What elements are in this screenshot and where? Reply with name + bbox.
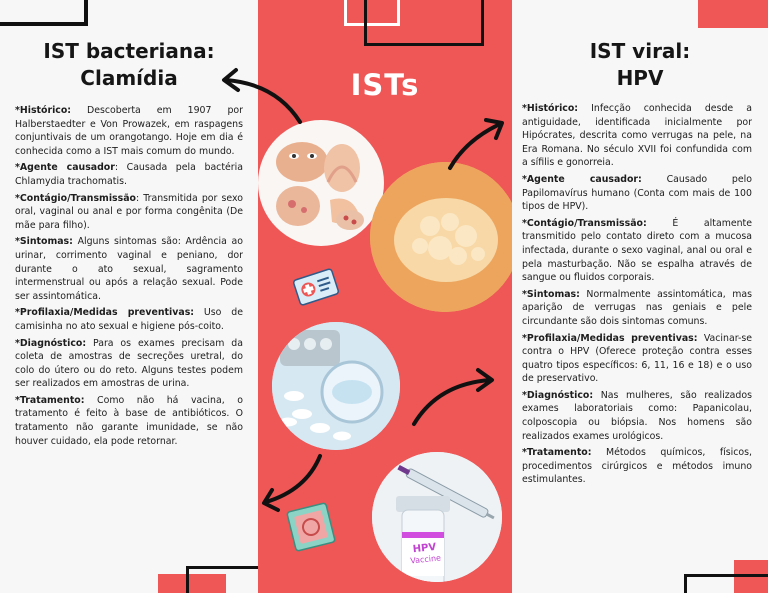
section-tratamento: *Tratamento: Como não há vacina, o tratamento é feito à base de antibióticos. O tratamento não garante imunidade, se não houver cuidado, ela pode retornar.	[15, 394, 243, 447]
heading-line-2: HPV	[616, 66, 664, 90]
section-sintomas: *Sintomas: Alguns sintomas são: Ardência ao urinar, corrimento vaginal e peniano, dor durante o ato sexual, sagramento intermenstrual ou após a relação sexual. Pode ser assintomática.	[15, 236, 243, 302]
chlamydia-details	[15, 104, 243, 451]
section-contagio: *Contágio/Transmissão: Transmitida por sexo oral, vaginal ou anal e por forma congênita (De mãe para filho).	[15, 192, 243, 231]
heading-hpv	[512, 38, 768, 92]
condom-packet-icon	[286, 502, 336, 552]
right-panel-hpv	[512, 0, 768, 593]
pills-photo	[272, 322, 400, 450]
section-profilaxia: *Profilaxia/Medidas preventivas: Vacinar-se contra o HPV (Oferece proteção contra esses quatro tipos específicos: 6, 11, 16 e 18) e o uso de preservativo.	[522, 332, 752, 385]
section-agente-causador: *Agente causador: Causada pela bactéria Chlamydia trachomatis.	[15, 162, 243, 187]
section-tratamento: *Tratamento: Métodos químicos, físicos, procedimentos cirúrgicos e métodos imuno estimulantes.	[522, 447, 752, 486]
vial-label-vaccine: Vaccine	[409, 553, 442, 566]
section-historico: *Histórico: Descoberta em 1907 por Halberstaedter e Von Prowazek, em raspagens conjuntivais de um orangotango. Hoje em dia é conhecida como a IST mais comum do mundo.	[15, 105, 243, 157]
corner-frame-decoration	[186, 566, 258, 593]
corner-frame-decoration	[684, 574, 768, 593]
section-sintomas: *Sintomas: Normalmente assintomática, mas aparição de verrugas nas geniais e pele circundante são dois sintomas comuns.	[522, 288, 752, 327]
section-diagnostico: *Diagnóstico: Nas mulheres, são realizados exames laboratoriais como: Papanicolau, colposcopia ou biópsia. Nos homens são realizados exames urológicos.	[522, 389, 752, 442]
anatomy-illustration	[258, 120, 384, 246]
anatomy-illustration-circle	[258, 120, 384, 246]
section-diagnostico: *Diagnóstico: Para os exames precisam da coleta de amostras de secreções uretral, do colo do útero ou do reto. Alguns testes podem ser realizados em amostras de urina.	[15, 337, 243, 390]
left-panel-chlamydia	[0, 0, 258, 593]
vial-label	[401, 540, 449, 568]
virus-closeup-circle	[370, 162, 512, 312]
vial-label-hpv: HPV	[412, 541, 437, 556]
middle-panel	[258, 0, 512, 593]
section-profilaxia: *Profilaxia/Medidas preventivas: Uso de camisinha no ato sexual e higiene pós-coito.	[15, 307, 243, 332]
corner-frame-decoration	[364, 0, 484, 46]
heading-chlamydia	[0, 38, 258, 92]
section-historico: *Histórico: Infecção conhecida desde a antiguidade, identificada inicialmente por Hipócrates, descrita como verrugas na pele, na Era Romana. No século XVII foi confundida com a sífilis e gonorreia.	[522, 103, 752, 169]
hpv-details	[522, 102, 752, 490]
section-agente-causador: *Agente causador: Causado pelo Papilomavírus humano (Conta com mais de 100 tipos de HPV).	[522, 173, 752, 213]
heading-line-1: IST viral:	[589, 39, 691, 63]
virus-closeup	[370, 162, 512, 312]
heading-line-1: IST bacteriana:	[43, 39, 215, 63]
vaccine-photo-circle	[372, 452, 502, 582]
medical-card-icon	[292, 268, 340, 306]
section-contagio: *Contágio/Transmissão: É altamente transmitido pelo contato direto com a mucosa infectada, durante o sexo vaginal, anal ou oral e pela masturbação. Não se espalha através de sangue ou fluidos corporais.	[522, 217, 752, 284]
corner-block-decoration	[698, 0, 768, 28]
ists-title: ISTs	[350, 68, 420, 102]
corner-frame-decoration	[0, 0, 88, 26]
pills-photo-circle	[272, 322, 400, 450]
heading-line-2: Clamídia	[80, 66, 178, 90]
